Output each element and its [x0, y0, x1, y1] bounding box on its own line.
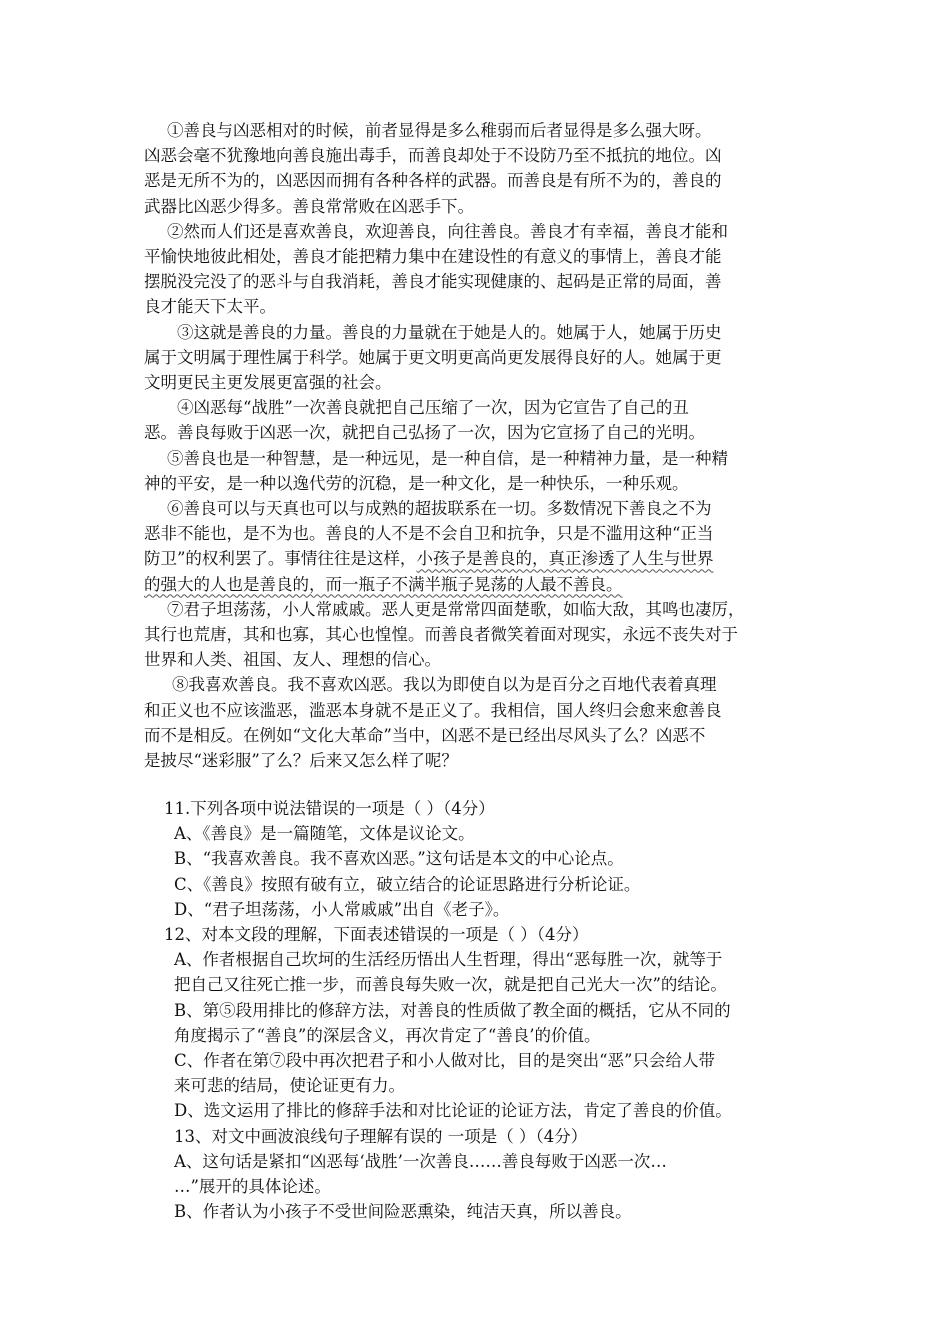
paragraph-2-line-3: 摆脱没完没了的恶斗与自我消耗，善良才能实现健康的、起码是正常的局面，善	[144, 272, 722, 292]
paragraph-1-line-4: 武器比凶恶少得多。善良常常败在凶恶手下。	[144, 196, 474, 216]
question-11-option-b: B、“我喜欢善良。我不喜欢凶恶。”这句话是本文的中心论点。	[174, 849, 624, 869]
question-13-option-a-line-1: A、这句话是紧扣“凶恶每‘战胜’一次善良……善良每败于凶恶一次…	[174, 1151, 667, 1171]
question-11-option-d: D、“君子坦荡荡，小人常戚戚”出自《老子》。	[174, 899, 510, 919]
question-12-option-b-line-2: 角度揭示了“善良”的深层含义，再次肯定了“善良’的价值。	[174, 1025, 601, 1045]
question-12-option-c-line-2: 来可悲的结局，使论证更有力。	[174, 1076, 405, 1096]
paragraph-8	[144, 672, 814, 773]
paragraph-6	[144, 496, 814, 597]
wavy-underlined-sentence-start: 小孩子是善良的，真正渗透了人生与世界	[416, 549, 714, 569]
paragraph-1-line-3: 恶是无所不为的，凶恶因而拥有各种各样的武器。而善良是有所不为的，善良的	[144, 171, 722, 191]
paragraph-7-line-2: 其行也荒唐，其和也寡，其心也惶惶。而善良者微笑着面对现实，永远不丧失对于	[144, 625, 738, 645]
question-12-option-a-line-2: 把自己又往死亡推一步，而善良每失败一次，就是把自己光大一次”的结论。	[174, 975, 727, 995]
question-12-option-b-line-1: B、第⑤段用排比的修辞方法，对善良的性质做了教全面的概括，它从不同的	[174, 1000, 731, 1020]
paragraph-6-line-4	[144, 572, 814, 597]
paragraph-5-line-2: 神的平安，是一种以逸代劳的沉稳，是一种文化，是一种快乐，一种乐观。	[144, 473, 689, 493]
paragraph-6-line-3-plain: 防卫”的权利罢了。事情往往是这样，	[144, 549, 417, 569]
paragraph-8-line-4: 是披尽“迷彩服”了么？后来又怎么样了呢？	[144, 751, 458, 771]
paragraph-1-line-1: ①善良与凶恶相对的时候，前者显得是多么稚弱而后者显得是多么强大呀。	[167, 121, 712, 140]
paragraph-7-line-3: 世界和人类、祖国、友人、理想的信心。	[144, 650, 441, 670]
paragraph-6-line-2: 恶非不能也，是不为也。善良的人不是不会自卫和抗争，只是不滥用这种“正当	[144, 524, 714, 544]
paragraph-3-line-1: ③这就是善良的力量。善良的力量就在于她是人的。她属于人，她属于历史	[177, 322, 722, 342]
question-11-stem: 11.下列各项中说法错误的一项是（ ）（4分）	[164, 799, 495, 818]
question-12-stem: 12、对本文段的理解，下面表述错误的一项是（ ）（4分）	[164, 925, 589, 945]
paragraph-1-line-2: 凶恶会毫不犹豫地向善良施出毒手，而善良却处于不设防乃至不抵抗的地位。凶	[144, 146, 722, 166]
question-12-option-c-line-1: C、作者在第⑦段中再次把君子和小人做对比，目的是突出“恶”只会给人带	[174, 1051, 715, 1071]
paragraph-4	[144, 395, 814, 445]
question-12	[160, 922, 812, 1124]
question-13	[160, 1124, 812, 1225]
paragraph-1	[144, 118, 814, 219]
reading-passage	[144, 118, 814, 773]
question-13-option-a-line-2: …”展开的具体论述。	[174, 1177, 331, 1197]
question-13-stem: 13、对文中画波浪线句子理解有误的 一项是（ ）（4分）	[174, 1126, 588, 1146]
paragraph-3-line-3: 文明更民主更发展更富强的社会。	[144, 373, 392, 393]
paragraph-2-line-2: 平愉快地彼此相处，善良才能把精力集中在建设性的有意义的事情上，善良才能	[144, 247, 722, 267]
paragraph-4-line-1: ④凶恶每“战胜”一次善良就把自己压缩了一次，因为它宣告了自己的丑	[177, 398, 689, 418]
paragraph-3-line-2: 属于文明属于理性属于科学。她属于更文明更高尚更发展得良好的人。她属于更	[144, 347, 722, 367]
paragraph-8-line-3: 而不是相反。在例如“文化大革命”当中，凶恶不是已经出尽风头了么？凶恶不	[144, 725, 706, 745]
paragraph-8-line-1: ⑧我喜欢善良。我不喜欢凶恶。我以为即使自以为是百分之百地代表着真理	[172, 675, 717, 695]
question-11	[160, 796, 812, 922]
question-12-option-d: D、选文运用了排比的修辞手法和对比论证的论证方法，肯定了善良的价值。	[174, 1101, 732, 1121]
paragraph-6-line-1: ⑥善良可以与天真也可以与成熟的超拔联系在一切。多数情况下善良之不为	[167, 499, 712, 519]
paragraph-6-line-3	[144, 546, 814, 571]
paragraph-3	[144, 320, 814, 396]
paragraph-7-line-1: ⑦君子坦荡荡，小人常戚戚。恶人更是常常四面楚歌，如临大敌，其鸣也凄厉，	[167, 599, 745, 619]
paragraph-2	[144, 219, 814, 320]
paragraph-2-line-4: 良才能天下太平。	[144, 297, 276, 317]
paragraph-8-line-2: 和正义也不应该滥恶，滥恶本身就不是正义了。我相信，国人终归会愈来愈善良	[144, 700, 722, 720]
paragraph-5-line-1: ⑤善良也是一种智慧，是一种远见，是一种自信，是一种精神力量，是一种精	[167, 448, 728, 468]
question-13-option-b: B、作者认为小孩子不受世间险恶熏染，纯洁天真，所以善良。	[174, 1202, 632, 1222]
wavy-underlined-sentence-end: 的强大的人也是善良的，而一瓶子不满半瓶子晃荡的人最不善良。	[144, 574, 623, 594]
paragraph-4-line-2: 恶。善良每败于凶恶一次，就把自己弘扬了一次，因为它宣扬了自己的光明。	[144, 423, 705, 443]
question-12-option-a-line-1: A、作者根据自己坎坷的生活经历悟出人生哲理，得出“恶每胜一次，就等于	[174, 950, 723, 970]
paragraph-7	[144, 597, 814, 673]
question-11-option-a: A、《善良》是一篇随笔，文体是议论文。	[174, 824, 475, 844]
paragraph-2-line-1: ②然而人们还是喜欢善良，欢迎善良，向往善良。善良才有幸福，善良才能和	[167, 221, 728, 241]
question-section	[160, 796, 812, 1224]
question-11-option-c: C、《善良》按照有破有立，破立结合的论证思路进行分析论证。	[174, 874, 641, 894]
paragraph-5	[144, 446, 814, 496]
